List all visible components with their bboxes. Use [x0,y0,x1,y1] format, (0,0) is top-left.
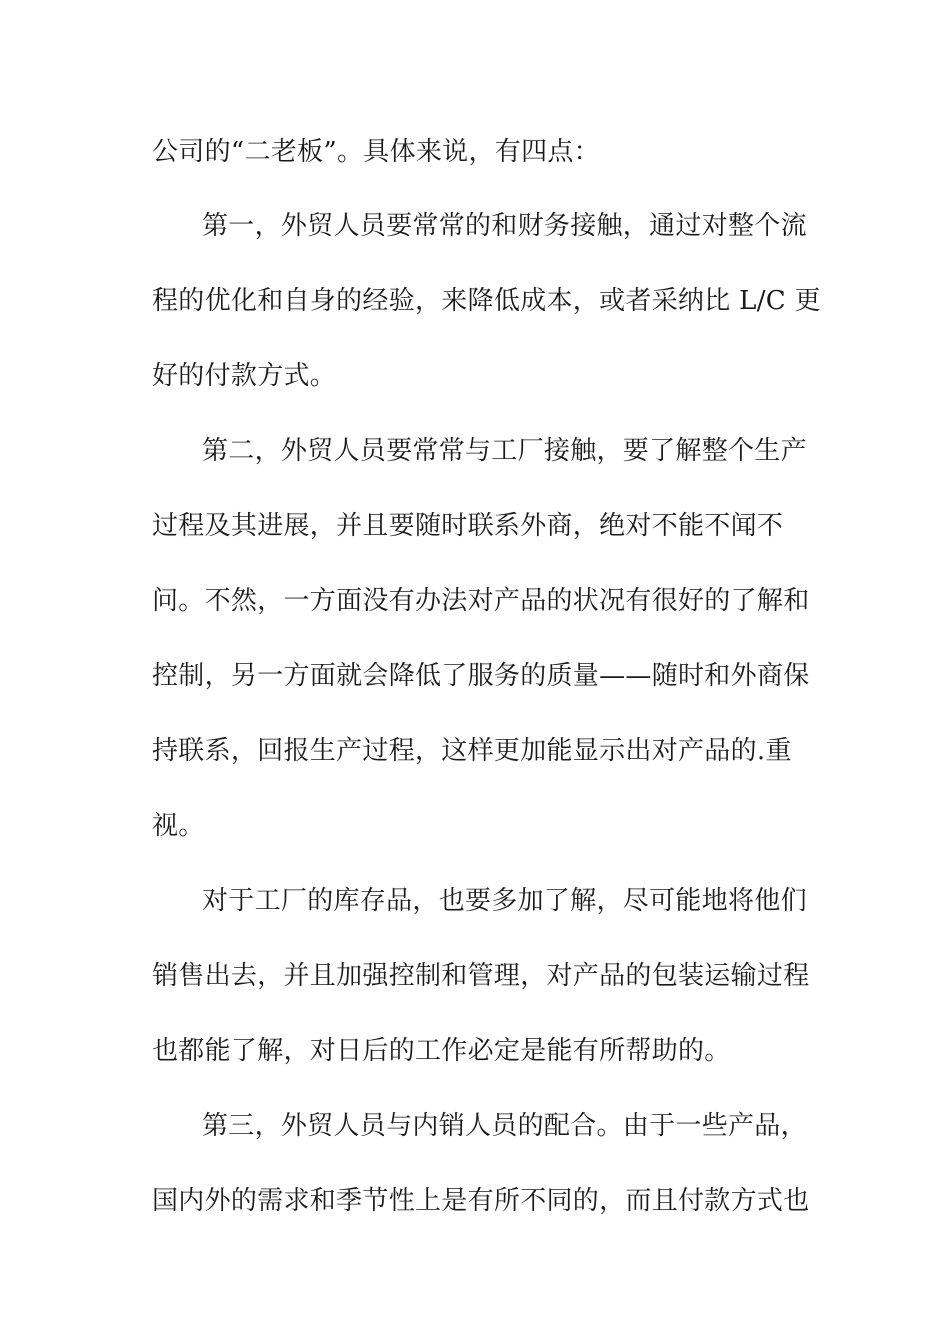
text-line: 国内外的需求和季节性上是有所不同的，而且付款方式也 [152,1186,810,1216]
text-line: 问。不然，一方面没有办法对产品的状况有很好的了解和 [152,586,810,616]
text-line: 也都能了解，对日后的工作必定是能有所帮助的。 [152,1036,731,1066]
text-line: 公司的“二老板”。具体来说，有四点： [152,137,600,167]
text-line: 视。 [152,811,205,841]
paragraph-first-line: 第二，外贸人员要常常与工厂接触，要了解整个生产 [202,436,807,466]
text-line: 控制，另一方面就会降低了服务的质量——随时和外商保 [152,661,810,691]
text-line: 好的付款方式。 [152,361,337,391]
text-line: 持联系，回报生产过程，这样更加能显示出对产品的.重 [152,736,792,766]
text-line: 程的优化和自身的经验，来降低成本，或者采纳比 L/C 更 [152,286,821,316]
paragraph-first-line: 第三，外贸人员与内销人员的配合。由于一些产品， [202,1111,807,1141]
paragraph-first-line: 对于工厂的库存品，也要多加了解，尽可能地将他们 [202,886,807,916]
text-line: 过程及其进展，并且要随时联系外商，绝对不能不闻不 [152,511,784,541]
paragraph-first-line: 第一，外贸人员要常常的和财务接触，通过对整个流 [202,211,807,241]
text-line: 销售出去，并且加强控制和管理，对产品的包装运输过程 [152,961,810,991]
